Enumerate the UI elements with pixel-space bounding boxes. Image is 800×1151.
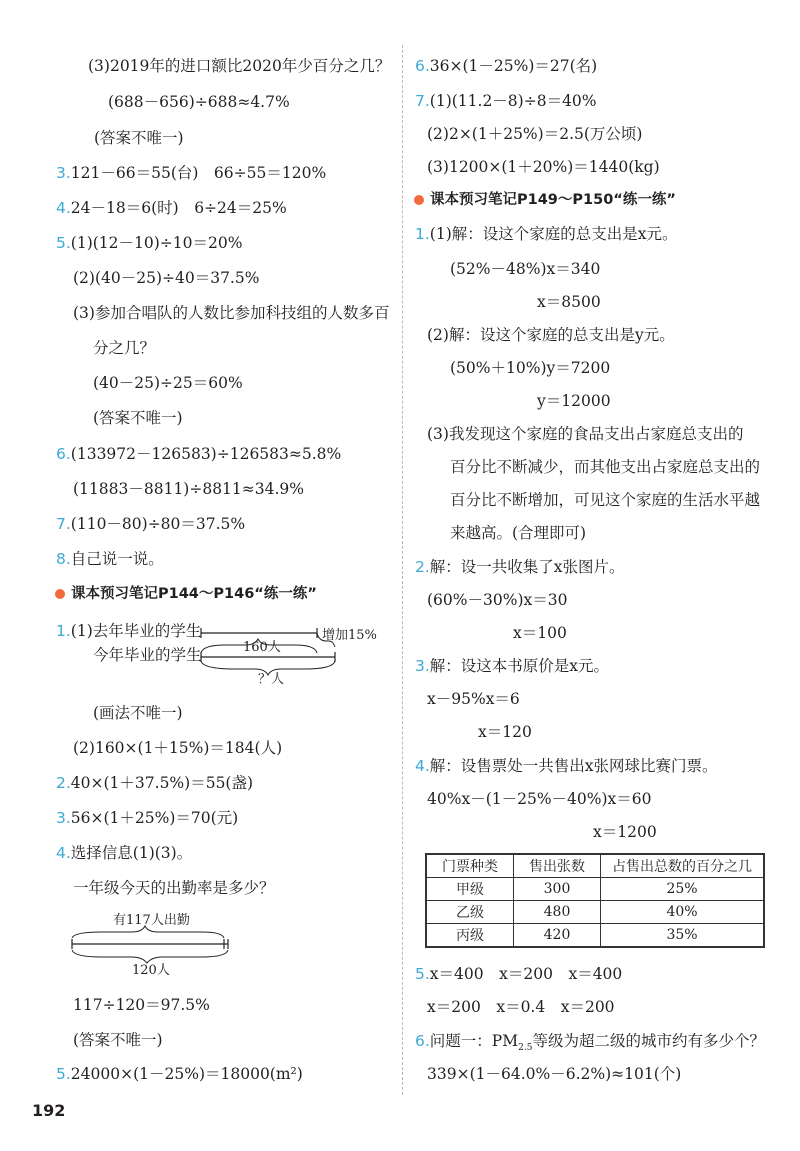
text-line: 一年级今天的出勤率是多少？ — [73, 879, 275, 897]
bullet-dot-icon — [55, 589, 65, 599]
text-line: (2)2×(1＋25%)＝2.5(万公顷) — [427, 125, 643, 143]
answer-text: 24000×(1－25%)＝18000(m²) — [70, 1065, 303, 1083]
table-header: 门票种类 — [426, 854, 514, 878]
answer-text: 解：设一共收集了x张图片。 — [429, 558, 625, 576]
question-7 — [56, 514, 245, 534]
section-heading — [414, 190, 676, 210]
table-cell: 25% — [601, 878, 765, 901]
text-line: 339×(1－64.0%－6.2%)≈101(个) — [427, 1065, 682, 1083]
question-7 — [415, 91, 597, 111]
diagram-increase-label: 增加15% — [322, 628, 377, 643]
question-6 — [56, 444, 341, 464]
section-heading — [55, 584, 317, 604]
diagram-total-label: 120人 — [132, 963, 170, 978]
text-line: (画法不唯一) — [93, 704, 183, 722]
answer-text: 自己说一说。 — [70, 550, 164, 568]
text-line: x＝200 x＝0.4 x＝200 — [427, 998, 615, 1016]
text-line: (50%＋10%)y＝7200 — [450, 359, 611, 377]
text-line: (答案不唯一) — [94, 129, 184, 147]
diagram-label-this-year: 今年毕业的学生 — [93, 646, 202, 664]
question-number: 7. — [415, 92, 430, 110]
text-line: 百分比不断增加，可见这个家庭的生活水平越 — [450, 491, 761, 509]
table-header: 占售出总数的百分之几 — [601, 854, 765, 878]
answer-text: 解：设售票处一共售出x张网球比赛门票。 — [429, 757, 718, 775]
question-number: 6. — [415, 57, 430, 75]
question-number: 3. — [56, 164, 71, 182]
question-number: 5. — [56, 234, 71, 252]
text-line: (答案不唯一) — [73, 1031, 163, 1049]
table-cell: 甲级 — [426, 878, 514, 901]
text-line: (60%－30%)x＝30 — [427, 591, 568, 609]
table-cell: 40% — [601, 901, 765, 924]
text-line: (52%－48%)x＝340 — [450, 260, 601, 278]
question-number: 2. — [56, 774, 71, 792]
section-title: 课本预习笔记P149～P150“练一练” — [430, 192, 676, 208]
text-line: x＝100 — [513, 624, 567, 642]
text-line: 40%x－(1－25%－40%)x＝60 — [427, 790, 652, 808]
text-line: x＝1200 — [593, 823, 657, 841]
question-number: 4. — [56, 844, 71, 862]
text-line: 117÷120＝97.5% — [73, 996, 210, 1014]
question-number: 4. — [415, 757, 430, 775]
table-row — [426, 878, 764, 901]
table-header-row — [426, 854, 764, 878]
text-line: y＝12000 — [537, 392, 611, 410]
table-cell: 300 — [514, 878, 601, 901]
section-title: 课本预习笔记P144～P146“练一练” — [71, 586, 317, 602]
question-number: 5. — [56, 1065, 71, 1083]
text-line: (2)(40－25)÷40＝37.5% — [73, 269, 260, 287]
table-row — [426, 901, 764, 924]
table-cell: 35% — [601, 924, 765, 948]
question-number: 7. — [56, 515, 71, 533]
section-question-3 — [415, 656, 609, 676]
text-line: 分之几？ — [93, 339, 156, 357]
answer-text: x＝400 x＝200 x＝400 — [429, 965, 623, 983]
text-line: (11883－8811)÷8811≈34.9% — [73, 480, 305, 498]
section-question-5 — [56, 1064, 303, 1084]
text-line: 百分比不断减少，而其他支出占家庭总支出的 — [450, 458, 761, 476]
answer-text: 选择信息(1)(3)。 — [70, 844, 193, 862]
answer-text: 解：设这本书原价是x元。 — [429, 657, 610, 675]
answer-text: 56×(1＋25%)＝70(元) — [70, 809, 239, 827]
section-question-1 — [415, 224, 678, 244]
text-line: (40－25)÷25＝60% — [93, 374, 243, 392]
table-cell: 乙级 — [426, 901, 514, 924]
text-line: (3)参加合唱队的人数比参加科技组的人数多百 — [73, 304, 390, 322]
question-number: 6. — [415, 1032, 430, 1050]
diagram-attendance-label: 有117人出勤 — [113, 913, 190, 928]
text-line: (2)160×(1＋15%)＝184(人) — [73, 739, 283, 757]
question-number: 1. — [56, 622, 71, 640]
text-line: (2)解：设这个家庭的总支出是y元。 — [427, 326, 675, 344]
answer-text: 121－66＝55(台) 66÷55＝120% — [70, 164, 327, 182]
question-number: 3. — [415, 657, 430, 675]
diagram-value-160: 160人 — [243, 640, 281, 655]
subscript: 2.5 — [518, 1043, 533, 1054]
bullet-dot-icon — [414, 195, 424, 205]
text-line: (688－656)÷688≈4.7% — [108, 93, 290, 111]
question-4 — [56, 198, 287, 218]
text-line: 来越高。(合理即可) — [450, 524, 587, 542]
column-divider — [402, 45, 403, 1095]
question-number: 2. — [415, 558, 430, 576]
diagram-label-last-year: (1)去年毕业的学生 — [70, 622, 202, 640]
section-question-6 — [415, 1031, 765, 1058]
question-number: 5. — [415, 965, 430, 983]
answer-text: (110－80)÷80＝37.5% — [70, 515, 246, 533]
answer-text: (133972－126583)÷126583≈5.8% — [70, 445, 342, 463]
table-cell: 420 — [514, 924, 601, 948]
diagram-unknown-label: ？人 — [258, 672, 285, 687]
question-number: 6. — [56, 445, 71, 463]
answer-text: 40×(1＋37.5%)＝55(盏) — [70, 774, 254, 792]
answer-text: 36×(1－25%)＝27(名) — [429, 57, 598, 75]
table-header: 售出张数 — [514, 854, 601, 878]
text-line: (3)我发现这个家庭的食品支出占家庭总支出的 — [427, 425, 744, 443]
text-line: (3)1200×(1＋20%)＝1440(kg) — [427, 158, 660, 176]
answer-text: (1)解：设这个家庭的总支出是x元。 — [429, 225, 678, 243]
table-cell: 丙级 — [426, 924, 514, 948]
page-number: 192 — [32, 1101, 66, 1120]
section-question-1 — [56, 621, 201, 641]
text-line: x＝8500 — [537, 293, 601, 311]
answer-text: (1)(11.2－8)÷8＝40% — [429, 92, 597, 110]
question-number: 3. — [56, 809, 71, 827]
section-question-3 — [56, 808, 238, 828]
question-number: 1. — [415, 225, 430, 243]
answer-text: (1)(12－10)÷10＝20% — [70, 234, 243, 252]
section-question-5 — [415, 964, 622, 984]
question-number: 8. — [56, 550, 71, 568]
question-8 — [56, 549, 164, 569]
answer-text: 24－18＝6(时) 6÷24＝25% — [70, 199, 287, 217]
section-question-2 — [56, 773, 253, 793]
question-number: 4. — [56, 199, 71, 217]
question-3 — [56, 163, 326, 183]
section-question-4 — [56, 843, 192, 863]
answer-text: 等级为超二级的城市约有多少个？ — [532, 1032, 765, 1050]
table-cell: 480 — [514, 901, 601, 924]
text-line: (答案不唯一) — [93, 409, 183, 427]
text-line: x＝120 — [478, 723, 532, 741]
text-line: (3)2019年的进口额比2020年少百分之几？ — [88, 57, 391, 75]
text-line: x－95%x＝6 — [427, 690, 520, 708]
question-5 — [56, 233, 242, 253]
question-6 — [415, 56, 597, 76]
section-question-2 — [415, 557, 625, 577]
section-question-4 — [415, 756, 718, 776]
ticket-table — [425, 853, 765, 948]
table-row — [426, 924, 764, 948]
answer-text: 问题一：PM — [429, 1032, 519, 1050]
